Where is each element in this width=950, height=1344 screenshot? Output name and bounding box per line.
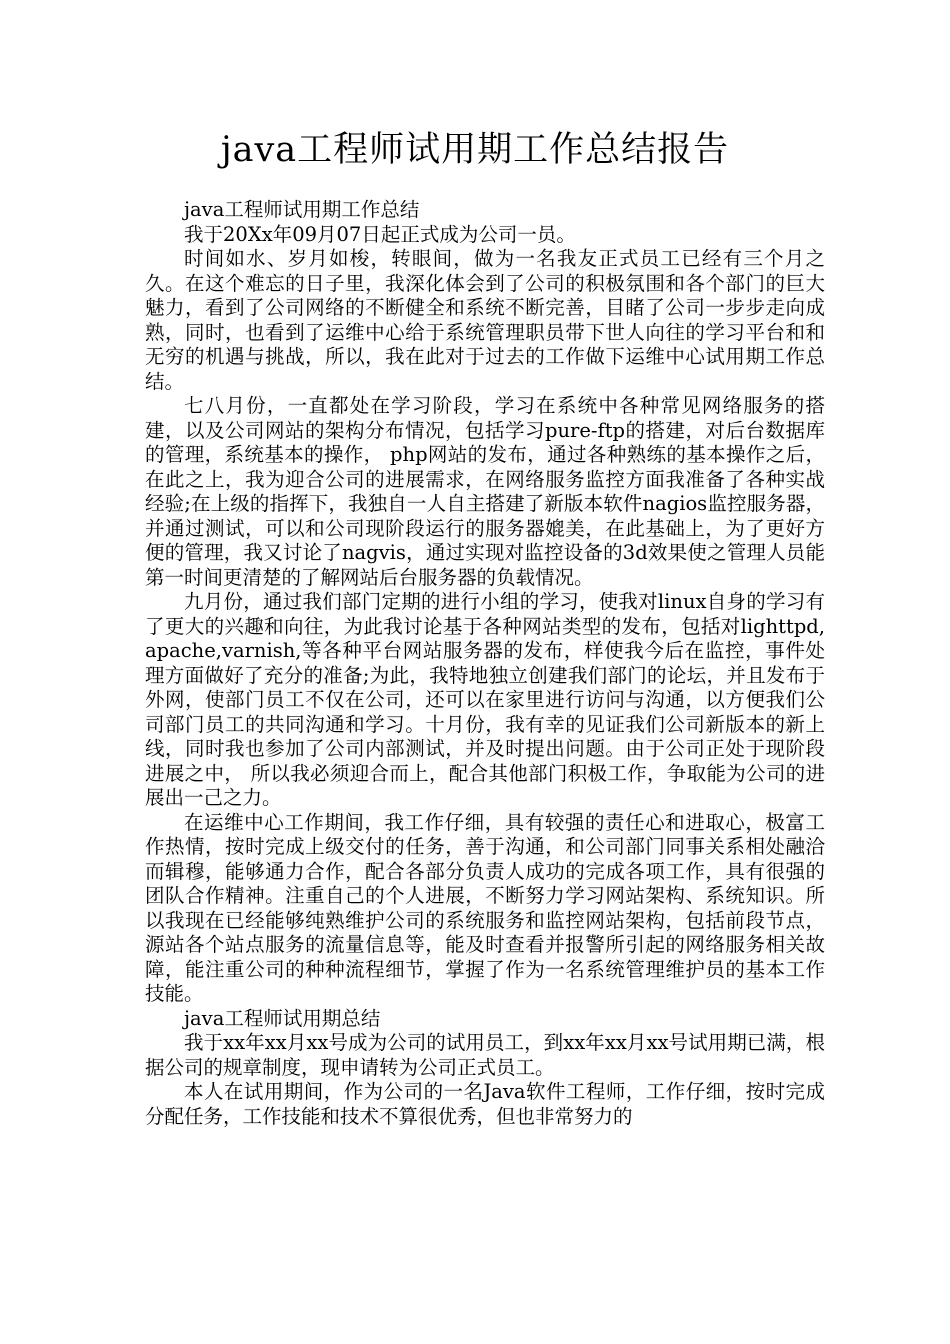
document-body xyxy=(145,198,825,1129)
paragraph: 七八月份，一直都处在学习阶段，学习在系统中各种常见网络服务的搭建，以及公司网站的架构分布情况，包括学习pure-ftp的搭建，对后台数据库的管理，系统基本的操作， php网站的发布，通过各种熟练的基本操作之后，在此之上，我为迎合公司的进展需求，在网络服务监控方面我准备了各种实战经验;在上级的指挥下，我独自一人自主搭建了新版本软件nagios监控服务器，并通过测试，可以和公司现阶段运行的服务器媲美，在此基础上，为了更好方便的管理，我又讨论了nagvis，通过实现对监控设备的3d效果使之管理人员能第一时间更清楚的了解网站后台服务器的负载情况。 xyxy=(145,394,825,589)
document-title: java工程师试用期工作总结报告 xyxy=(220,130,730,170)
section-heading: java工程师试用期总结 xyxy=(184,1006,381,1030)
paragraph: 本人在试用期间，作为公司的一名Java软件工程师，工作仔细，按时完成分配任务，工作技能和技术不算很优秀，但也非常努力的 xyxy=(145,1080,825,1128)
paragraph: 九月份，通过我们部门定期的进行小组的学习，使我对linux自身的学习有了更大的兴趣和向往，为此我讨论基于各种网站类型的发布，包括对lighttpd,apache,varnish,等各种平台网站服务器的发布，样使我今后在监控，事件处理方面做好了充分的准备;为此，我特地独立创建我们部门的论坛，并且发布于外网，使部门员工不仅在公司，还可以在家里进行访问与沟通，以方便我们公司部门员工的共同沟通和学习。十月份，我有幸的见证我们公司新版本的新上线，同时我也参加了公司内部测试，并及时提出问题。由于公司正处于现阶段进展之中， 所以我必须迎合而上，配合其他部门积极工作，争取能为公司的进展出一己之力。 xyxy=(145,590,825,809)
paragraph: 在运维中心工作期间，我工作仔细，具有较强的责任心和进取心，极富工作热情，按时完成上级交付的任务，善于沟通，和公司部门同事关系相处融洽而辑穆，能够通力合作，配合各部分负责人成功的完成各项工作，具有很强的团队合作精神。注重自己的个人进展，不断努力学习网站架构、系统知识。所以我现在已经能够纯熟维护公司的系统服务和监控网站架构，包括前段节点，源站各个站点服务的流量信息等，能及时查看并报警所引起的网络服务相关故障，能注重公司的种种流程细节，掌握了作为一名系统管理维护员的基本工作技能。 xyxy=(145,810,825,1005)
paragraph: 时间如水、岁月如梭，转眼间，做为一名我友正式员工已经有三个月之久。在这个难忘的日子里，我深化体会到了公司的积极氛围和各个部门的巨大魅力，看到了公司网络的不断健全和系统不断完善，目睹了公司一步步走向成熟，同时，也看到了运维中心给于系统管理职员带下世人向往的学习平台和和无穷的机遇与挑战，所以，我在此对于过去的工作做下运维中心试用期工作总结。 xyxy=(145,247,825,393)
paragraph: 我于xx年xx月xx号成为公司的试用员工，到xx年xx月xx号试用期已满，根据公司的规章制度，现申请转为公司正式员工。 xyxy=(145,1031,825,1079)
paragraph: 我于20Xx年09月07日起正式成为公司一员。 xyxy=(184,222,576,246)
section-heading: java工程师试用期工作总结 xyxy=(184,198,420,221)
